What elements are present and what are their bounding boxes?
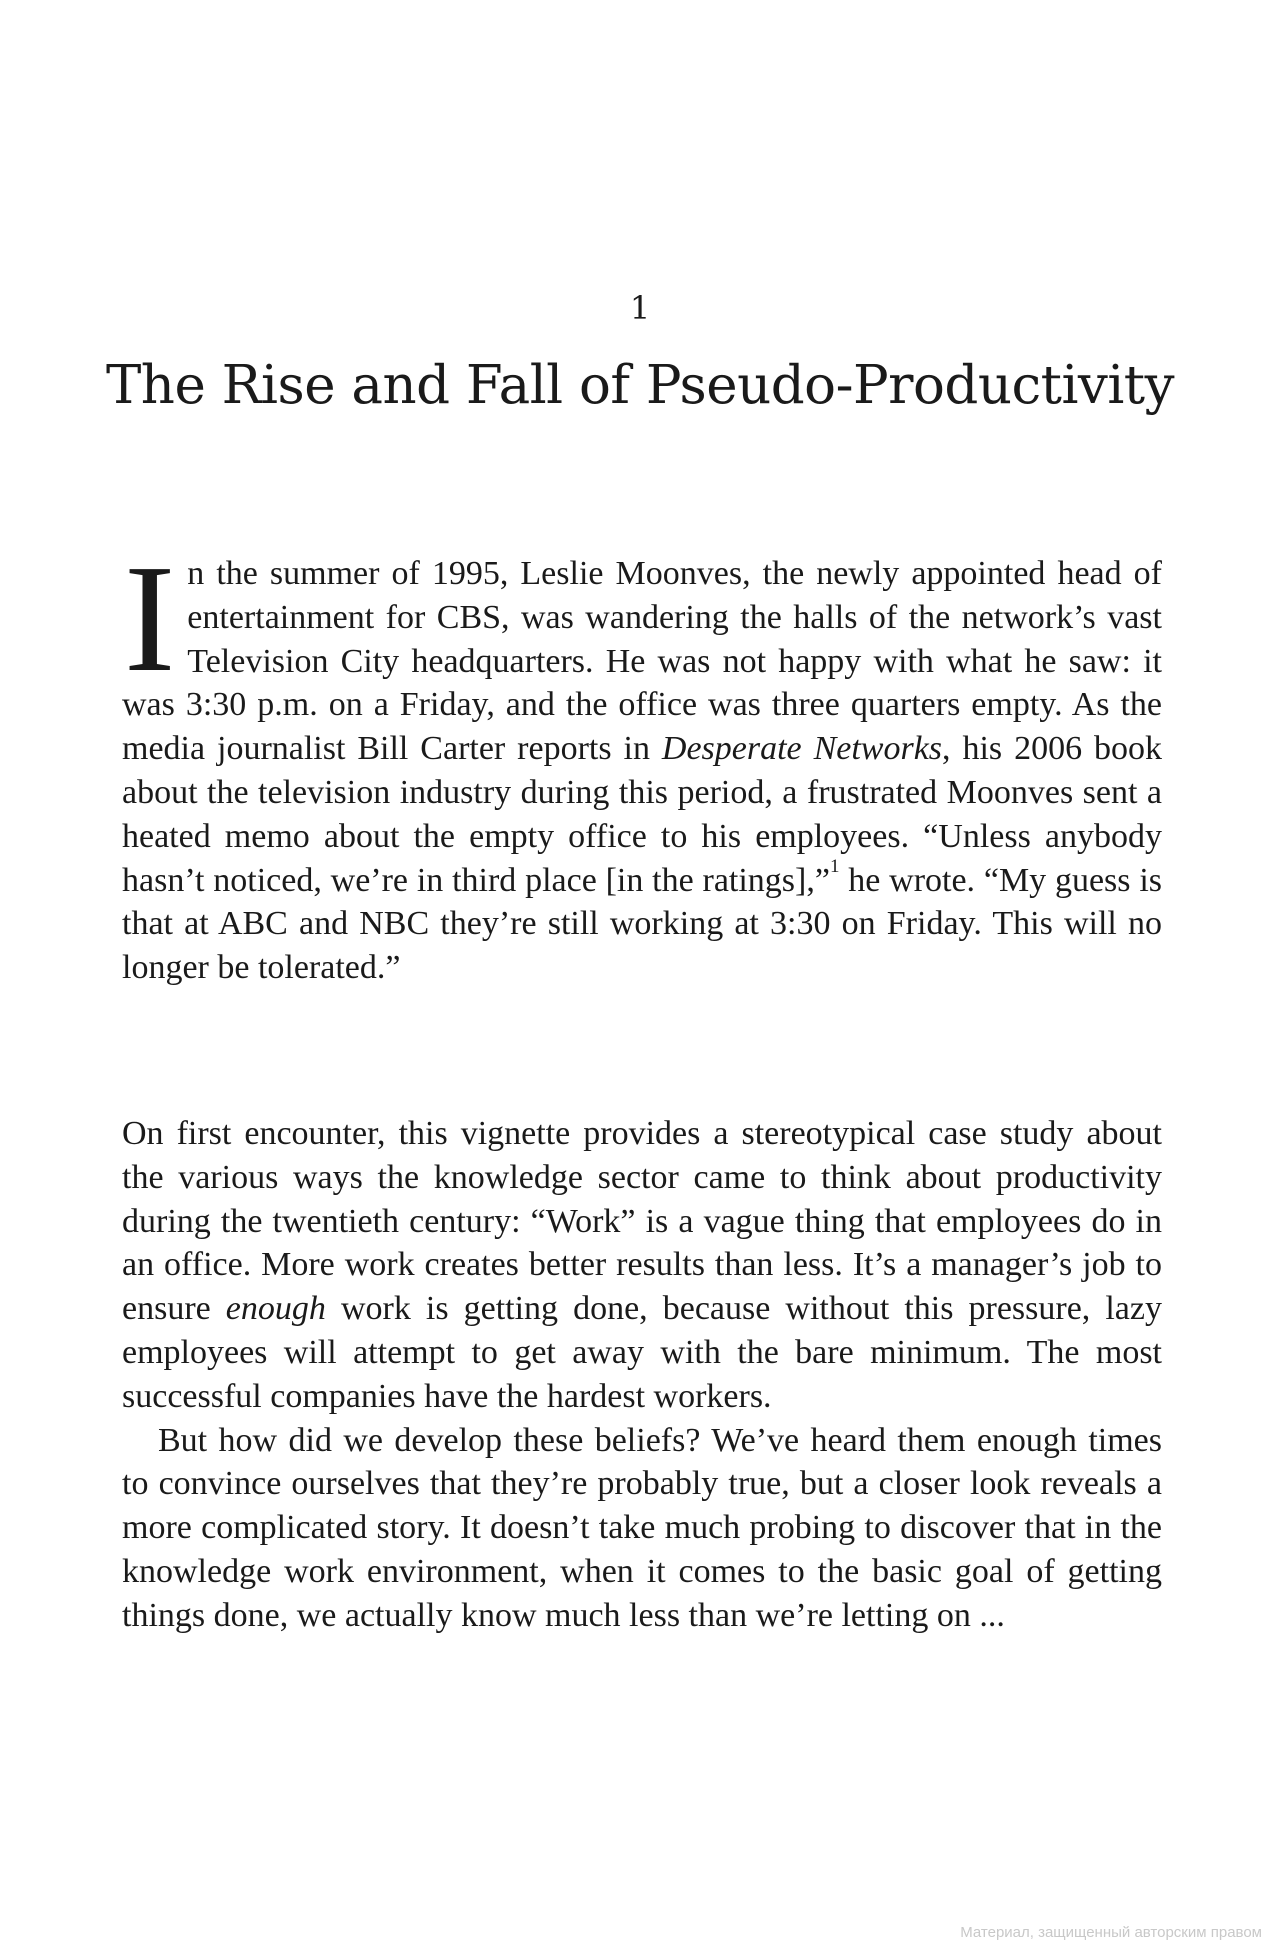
chapter-number: 1 <box>629 289 651 327</box>
book-title-emphasis: Desperate Networks <box>661 730 943 768</box>
paragraph-encounter-text-2: work is getting done, because without this pressure, lazy employees will attempt to get away with the bare minimum. The most successful companies have the hardest workers. <box>122 1290 1162 1415</box>
emphasis-enough: enough <box>225 1290 326 1328</box>
paragraph-encounter-text-1: On first encounter, this vignette provides a stereotypical case study about the various ways the knowledge sector came to think about productivity during the twentieth century: “Work” is a vague thing that employees do in an office. More work creates better results than less. It’s a manager’s job to ensure <box>122 1115 1162 1328</box>
opening-text-part-2: , his 2006 book about the television industry during this period, a frustrated Moonves sent a heated memo about the empty office to his employees. “Unless anybody hasn’t noticed, we’re in third place [in the ratings],” <box>122 730 1162 899</box>
drop-cap: I <box>124 534 176 704</box>
opening-text-part-1: n the summer of 1995, Leslie Moonves, the newly appointed head of entertainment for CBS, was wandering the halls of the network’s vast Television City headquarters. He was not happy with what he saw: it was 3:30 p.m. on a Friday, and the office was three quarters empty. As the media journalist Bill Carter reports in <box>122 555 1162 768</box>
chapter-title: The Rise and Fall of Pseudo-Productivity <box>105 355 1175 416</box>
footnote-reference: 1 <box>829 855 840 877</box>
section-body <box>122 1112 1162 1638</box>
opening-paragraph <box>122 534 1162 990</box>
copyright-watermark: Материал, защищенный авторским правом <box>960 1924 1262 1941</box>
opening-text-part-3: he wrote. “My guess is that at ABC and NBC they’re still working at 3:30 on Friday. This will no longer be tolerated.” <box>122 861 1162 987</box>
paragraph-encounter <box>122 1112 1162 1419</box>
paragraph-beliefs: But how did we develop these beliefs? We’ve heard them enough times to convince ourselves that they’re probably true, but a closer look reveals a more complicated story. It doesn’t take much probing to discover that in the knowledge work environment, when it comes to the basic goal of getting things done, we actually know much less than we’re letting on ... <box>122 1421 1162 1634</box>
